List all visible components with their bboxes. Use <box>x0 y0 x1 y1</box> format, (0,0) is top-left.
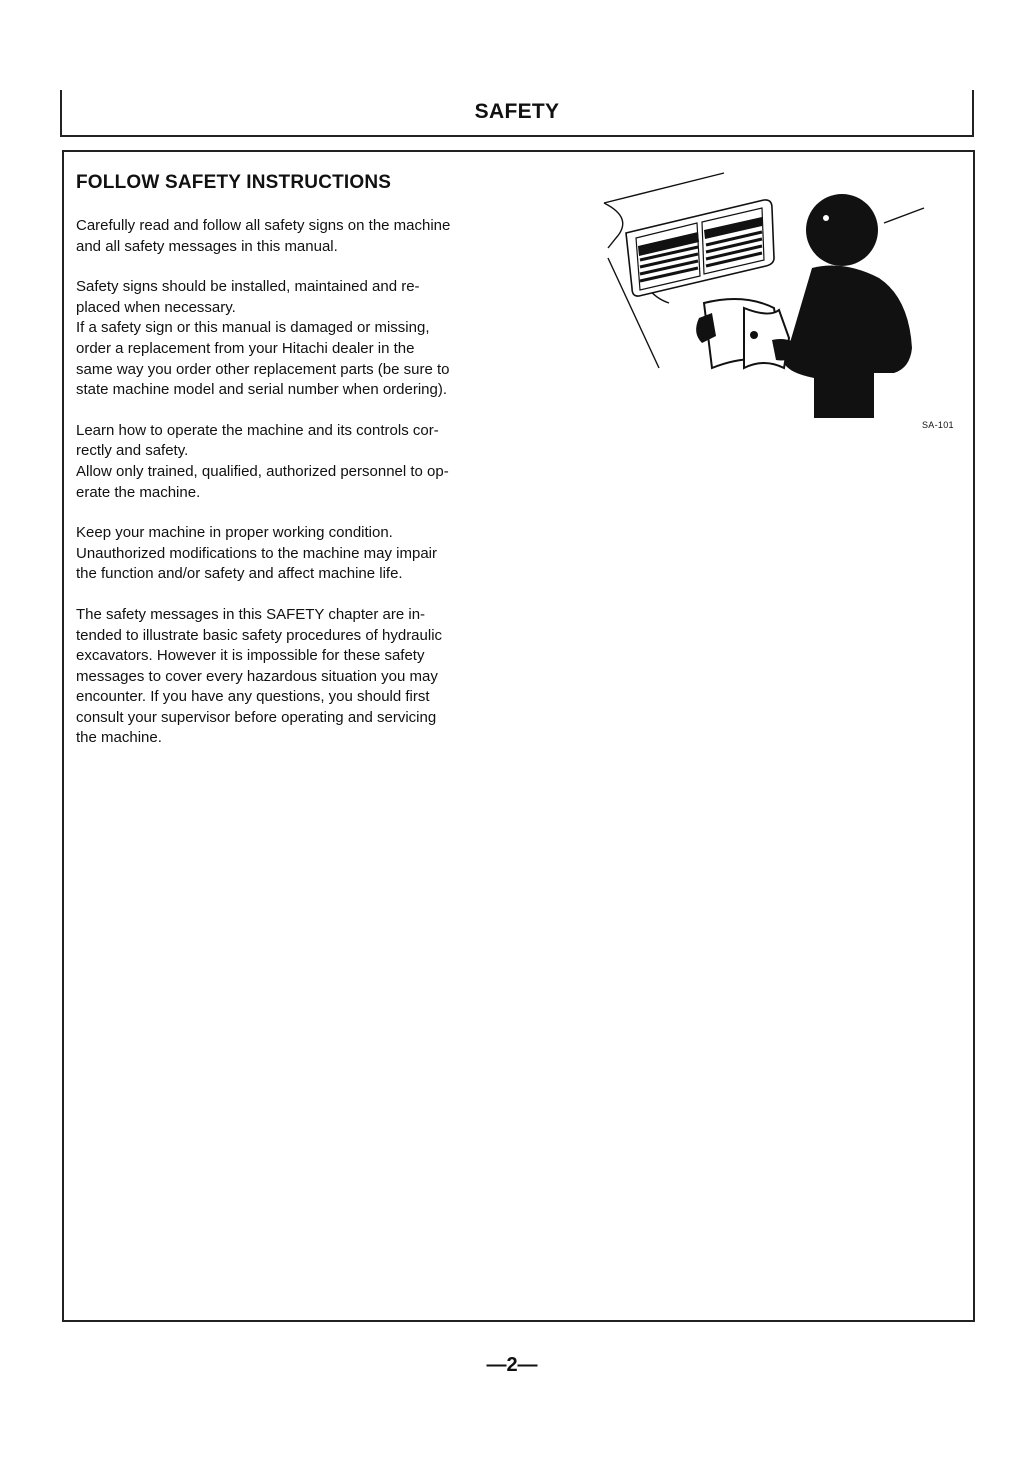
content-frame <box>62 150 975 1322</box>
paragraph: The safety messages in this SAFETY chapter are in- tended to illustrate basic safety procedures of hydraulic excavators. However it is impossible for these safety messages to cover every hazardous situation you may encounter. If you have any questions, you should first consult your supervisor before operating and servicing the machine. <box>76 605 443 747</box>
page-number: —2— <box>486 1354 538 1376</box>
paragraph: Learn how to operate the machine and its controls cor- rectly and safety. Allow only trained, qualified, authorized personnel to op- erate the machine. <box>76 421 449 501</box>
page-header <box>60 90 974 137</box>
body-text <box>76 216 514 769</box>
paragraph: Keep your machine in proper working condition. Unauthorized modifications to the machine may impair the function and/or safety and affect machine life. <box>76 524 438 583</box>
person-reading-manual-illustration <box>594 168 964 418</box>
page-title: SAFETY <box>474 100 560 123</box>
paragraph: Carefully read and follow all safety signs on the machine and all safety messages in this manual. <box>76 217 451 255</box>
paragraph: Safety signs should be installed, maintained and re- placed when necessary. If a safety sign or this manual is damaged or missing, order a replacement from your Hitachi dealer in the same way you order other replacement parts (be sure to state machine model and serial number when ordering). <box>76 278 450 399</box>
figure-code: SA-101 <box>922 420 954 430</box>
section-heading: FOLLOW SAFETY INSTRUCTIONS <box>76 172 392 193</box>
